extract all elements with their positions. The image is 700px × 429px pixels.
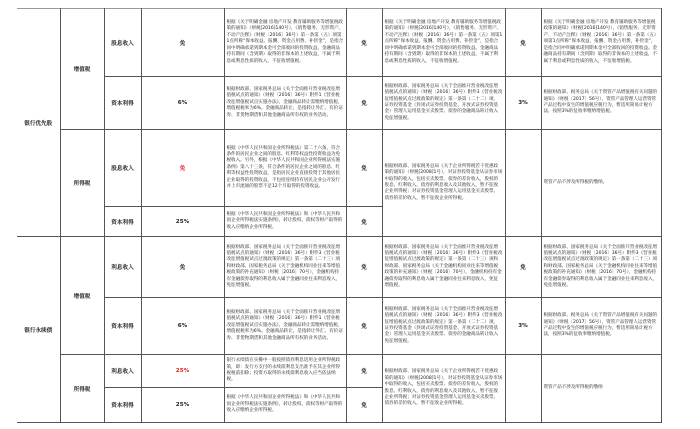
tax-comparison-table	[17, 8, 662, 423]
tax-type: 所得税	[60, 130, 104, 237]
basis-a: 根据财政部、国家税务总局《关于全面推开营业税改征增值税试点的通知》（财税〔2016〕36号）附件3《营业税改征增值税试点过渡政策的规定》第一条第（二十三）项和财政部、国家税务总局《关于金融机构同业往来等增值税政策的补充通知》（财税〔2016〕70号），金融机构持有金融债券取得的利息收入属于金融同业往来利息收入，免征增值税。	[224, 237, 346, 298]
basis-a: 根据《中华人民共和国企业所得税法》和《中华人民共和国企业所得税法实施条例》，转让股权、债权等财产取得的收入应缴纳企业所得税。	[224, 388, 346, 423]
rate-c: 3%	[505, 77, 541, 130]
income-type: 利息收入	[104, 237, 141, 298]
basis-a: 银行永续债在实操中一般按照债券利息适用企业所得税政策，即：发行方支付的永续债利息支出准予在其企业所得税税前扣除；投资方取得的永续债利息收入应当依法纳税。	[224, 355, 346, 388]
rate-b: 免	[346, 130, 382, 207]
basis-a: 根据《关于明确金融 房地产开发 教育辅助服务等增值税政策的通知》（财税[2016]140号），《销售服务、无形资产、不动产注释》（财税〔2016〕36号）第一条第（五）项第1点所称“保本收益、报酬、资金占用费、补偿金”，是指合同中明确承诺到期本金可全部收回的投资收益。金融商品持有期间（含到期）取得的非保本的上述收益，不属于利息或利息性质的收入，不征收增值税。	[224, 9, 346, 77]
basis-a: 根据财政部、国家税务总局《关于全面推开营业税改征增值税试点的通知》（财税〔2016〕36号）附件1《营业税改征增值税试点实施办法》，金融商品转让需缴纳增值税，增值税税率为6%。金融商品转让，是指转让外汇、有价证券、非货物期货和其他金融商品所有权的业务活动。	[224, 298, 346, 355]
basis-c: 根据《关于明确金融 房地产开发 教育辅助服务等增值税政策的通知》（财税[2016]140号），《销售服务、无形资产、不动产注释》（财税〔2016〕36号）第一条第（五）项第1点所称“保本收益、报酬、资金占用费、补偿金”，是指合同中明确承诺到期本金可全部收回的投资收益。金融商品持有期间（含到期）取得的非保本的上述收益，不属于利息或利息性质的收入，不征收增值税。	[541, 9, 661, 77]
basis-c: 资管产品不涉及所得税的缴纳	[541, 355, 661, 423]
table-row	[17, 298, 661, 355]
rate-a: 25%	[141, 388, 224, 423]
rate-b: 免	[346, 77, 382, 130]
basis-b: 根据财政部、国家税务总局《关于企业所得税若干优惠政策的通知》（财税[2008]1号），对证券投资基金从证券市场中取得的收入，包括买卖股票、债券的差价收入，股权的股息、红利收入，债券的利息收入及其他收入，暂不征收企业所得税；对证券投资基金管理人运用基金买卖股票、债券的差价收入，暂不征收企业所得税。	[382, 355, 505, 423]
rate-a: 免	[141, 237, 224, 298]
security-name: 银行永续债	[17, 237, 60, 423]
basis-c: 资管产品不涉及所得税的缴纳。	[541, 130, 661, 237]
rate-a: 免	[141, 130, 224, 207]
rate-a: 25%	[141, 355, 224, 388]
basis-a: 根据财政部、国家税务总局《关于全面推开营业税改征增值税试点的通知》（财税〔2016〕36号）附件1《营业税改征增值税试点实施办法》，金融商品转让需缴纳增值税，增值税税率为6%。金融商品转让，是指转让外汇、有价证券、非货物期货和其他金融商品所有权的业务活动。	[224, 77, 346, 130]
basis-b: 根据《关于明确金融 房地产开发 教育辅助服务等增值税政策的通知》（财税[2016]140号），《销售服务、无形资产、不动产注释》（财税〔2016〕36号）第一条第（五）项第1点所称“保本收益、报酬、资金占用费、补偿金”，是指合同中明确承诺到期本金可全部收回的投资收益。金融商品持有期间（含到期）取得的非保本的上述收益，不属于利息或利息性质的收入，不征收增值税。	[382, 9, 505, 77]
rate-b: 免	[346, 388, 382, 423]
rate-a: 免	[141, 9, 224, 77]
table-row	[17, 355, 661, 388]
basis-c: 根据财政部、税务总局《关于资管产品增值税有关问题的通知》（财税〔2017〕56号），资管产品管理人运营资管产品过程中发生的增值税应税行为，暂适用简易计税方法，按照3%的征收率缴纳增值税。	[541, 298, 661, 355]
table-row	[17, 237, 661, 298]
table-row	[17, 130, 661, 207]
income-type: 资本利得	[104, 77, 141, 130]
basis-b: 根据财政部、国家税务总局《关于全面推开营业税改征增值税试点的通知》（财税〔2016〕36号）附件3《营业税改征增值税试点过渡政策的规定》第一条第（二十二）项，证券投资基金（封闭式证券投资基金、开放式证券投资基金）管理人运用基金买卖股票、债券的金融商品转让收入免征增值税。	[382, 298, 505, 355]
rate-b: 免	[346, 237, 382, 298]
rate-b: 免	[346, 207, 382, 237]
tax-type: 增值税	[60, 9, 104, 130]
table-row	[17, 9, 661, 77]
rate-c: 免	[505, 237, 541, 298]
basis-a: 根据《中华人民共和国企业所得税法》和《中华人民共和国企业所得税法实施条例》，转让股权、债权等财产取得的收入应缴纳企业所得税。	[224, 207, 346, 237]
rate-c-empty	[505, 130, 541, 237]
basis-c: 根据财政部、税务总局《关于资管产品增值税有关问题的通知》（财税〔2017〕56号），资管产品管理人运营资管产品过程中发生的增值税应税行为，暂适用简易计税方法，按照3%的征收率缴纳增值税。	[541, 77, 661, 130]
income-type: 资本利得	[104, 388, 141, 423]
basis-b: 根据财政部、国家税务总局《关于全面推开营业税改征增值税试点的通知》（财税〔2016〕36号）附件3《营业税改征增值税试点过渡政策的规定》第一条第（二十二）项，证券投资基金（封闭式证券投资基金、开放式证券投资基金）管理人运用基金买卖股票、债券的金融商品转让收入免征增值税。	[382, 77, 505, 130]
rate-c-empty	[505, 355, 541, 423]
rate-c: 免	[505, 9, 541, 77]
income-type: 资本利得	[104, 207, 141, 237]
rate-c: 3%	[505, 298, 541, 355]
tax-type: 增值税	[60, 237, 104, 355]
income-type: 资本利得	[104, 298, 141, 355]
basis-b: 根据财政部、国家税务总局《关于企业所得税若干优惠政策的通知》（财税[2008]1号），对证券投资基金从证券市场中取得的收入，包括买卖股票、债券的差价收入，股权的股息、红利收入，债券的利息收入及其他收入，暂不征收企业所得税；对证券投资基金管理人运用基金买卖股票、债券的差价收入，暂不征收企业所得税。	[382, 130, 505, 237]
security-name: 银行优先股	[17, 9, 60, 237]
rate-b: 免	[346, 355, 382, 388]
income-type: 利息收入	[104, 355, 141, 388]
tax-type: 所得税	[60, 355, 104, 423]
rate-b: 免	[346, 9, 382, 77]
income-type: 股息收入	[104, 130, 141, 207]
rate-b: 免	[346, 298, 382, 355]
rate-a: 6%	[141, 298, 224, 355]
basis-b: 根据财政部、国家税务总局《关于全面推开营业税改征增值税试点的通知》（财税〔2016〕36号）附件3《营业税改征增值税试点过渡政策的规定》第一条第（二十三）项和财政部、国家税务总局《关于金融机构同业往来等增值税政策的补充通知》（财税〔2016〕70号），金融机构持有金融债券取得的利息收入属于金融同业往来利息收入，免征增值税。	[382, 237, 505, 298]
basis-a: 根据《中华人民共和国企业所得税法》第二十六条，符合条件的居民企业之间的股息、红利等权益性投资收益为免税收入。另外，根据《中华人民共和国企业所得税法实施条例》第八十三条，符合条件的居民企业之间的股息、红利等权益性投资收益，是指居民企业直接投资于其他居民企业取得的投资收益，不包括连续持有居民企业公开发行并上市流通的股票不足12个月取得的投资收益。	[224, 130, 346, 207]
rate-a: 25%	[141, 207, 224, 237]
basis-c: 根据财政部、国家税务总局《关于全面推开营业税改征增值税试点的通知》（财税〔2016〕36号）附件3《营业税改征增值税试点过渡政策的规定》第一条第（二十三）项和财政部、国家税务总局《关于金融机构同业往来等增值税政策的补充通知》（财税〔2016〕70号），金融机构持有金融债券取得的利息收入属于金融同业往来利息收入，免征增值税。	[541, 237, 661, 298]
income-type: 股息收入	[104, 9, 141, 77]
rate-a: 6%	[141, 77, 224, 130]
table-row	[17, 77, 661, 130]
